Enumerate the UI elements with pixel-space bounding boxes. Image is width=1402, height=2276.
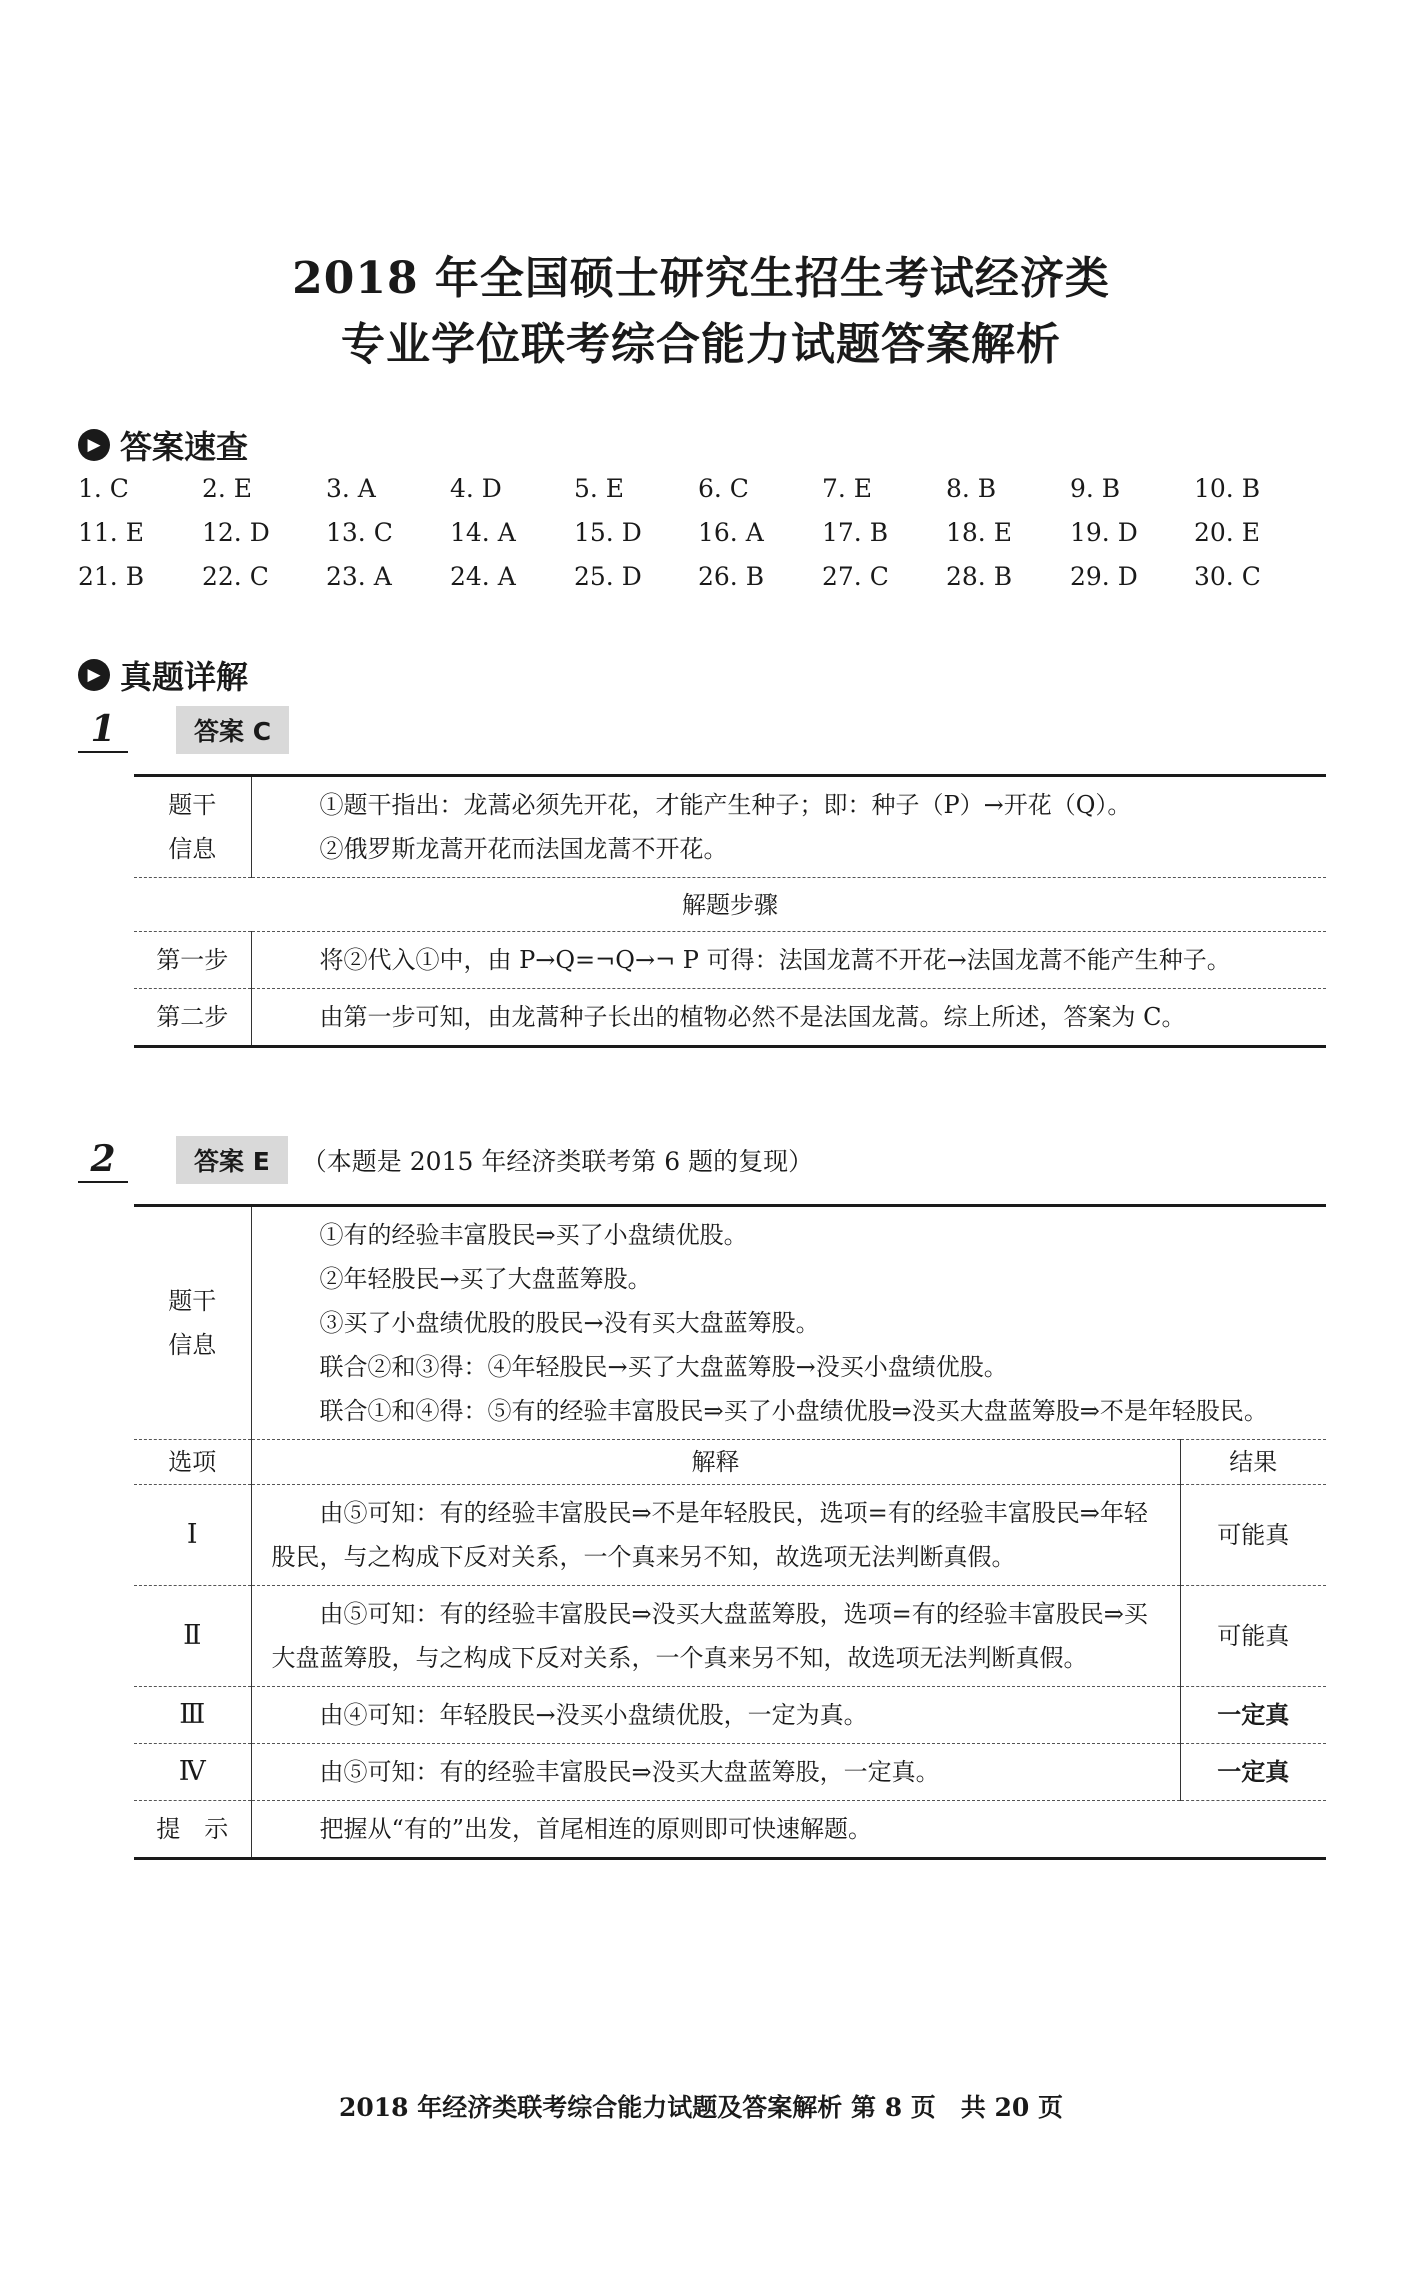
arrow-circle-icon: ▶ <box>78 659 110 691</box>
question-1-table <box>134 774 1326 1048</box>
table-row <box>134 1744 1326 1801</box>
option-result: 可能真 <box>1180 1485 1326 1586</box>
table-row <box>134 1440 1326 1485</box>
answer-item: 26. B <box>698 561 765 591</box>
question-2-table <box>134 1204 1326 1860</box>
page-footer: 2018 年经济类联考综合能力试题及答案解析 第 8 页 共 20 页 <box>339 2093 1063 2122</box>
section-title: 答案速查 <box>120 428 249 466</box>
table-row <box>134 878 1326 932</box>
answer-row <box>78 510 1318 554</box>
option-result: 一定真 <box>1180 1687 1326 1744</box>
column-header-option: 选项 <box>134 1440 251 1485</box>
table-row <box>134 932 1326 989</box>
answer-item: 15. D <box>574 517 642 547</box>
answer-item: 28. B <box>946 561 1013 591</box>
answer-item: 1. C <box>78 473 129 503</box>
table-row <box>134 989 1326 1047</box>
answer-item: 20. E <box>1194 517 1260 547</box>
table-row <box>134 1687 1326 1744</box>
answer-item: 5. E <box>574 473 625 503</box>
answer-item: 25. D <box>574 561 642 591</box>
answer-item: 3. A <box>326 473 376 503</box>
answer-grid <box>78 466 1318 598</box>
answer-item: 4. D <box>450 473 502 503</box>
info-label: 题干 信息 <box>134 1206 251 1440</box>
answer-item: 11. E <box>78 517 144 547</box>
steps-header: 解题步骤 <box>134 878 1326 932</box>
answer-item: 17. B <box>822 517 889 547</box>
option-result: 一定真 <box>1180 1744 1326 1801</box>
question-1-header <box>78 706 289 754</box>
option-result: 可能真 <box>1180 1586 1326 1687</box>
info-content: ①题干指出：龙蒿必须先开花，才能产生种子；即：种子（P）→开花（Q）。 ②俄罗斯龙蒿开花而法国龙蒿不开花。 <box>251 776 1326 878</box>
option-label: Ⅰ <box>134 1485 251 1586</box>
step-content: 将②代入①中，由 P→Q=¬Q→¬ P 可得：法国龙蒿不开花→法国龙蒿不能产生种子。 <box>251 932 1326 989</box>
answer-item: 8. B <box>946 473 997 503</box>
answer-item: 19. D <box>1070 517 1138 547</box>
table-row <box>134 1586 1326 1687</box>
answer-item: 13. C <box>326 517 393 547</box>
answer-item: 16. A <box>698 517 764 547</box>
option-label: Ⅱ <box>134 1586 251 1687</box>
answer-item: 22. C <box>202 561 269 591</box>
answer-item: 24. A <box>450 561 516 591</box>
section-details <box>78 652 248 698</box>
answer-item: 10. B <box>1194 473 1261 503</box>
answer-item: 6. C <box>698 473 749 503</box>
answer-badge: 答案 C <box>176 706 289 754</box>
answer-item: 18. E <box>946 517 1012 547</box>
question-number: 1 <box>78 707 128 753</box>
option-explanation: 由⑤可知：有的经验丰富股民⇒没买大盘蓝筹股，选项=有的经验丰富股民⇒买大盘蓝筹股，与之构成下反对关系，一个真来另不知，故选项无法判断真假。 <box>251 1586 1180 1687</box>
question-2-header <box>78 1136 813 1184</box>
answer-row <box>78 466 1318 510</box>
tip-label: 提 示 <box>134 1801 251 1859</box>
question-number: 2 <box>78 1137 128 1183</box>
tip-content: 把握从“有的”出发，首尾相连的原则即可快速解题。 <box>251 1801 1326 1859</box>
column-header-explain: 解释 <box>251 1440 1180 1485</box>
answer-item: 23. A <box>326 561 392 591</box>
answer-item: 12. D <box>202 517 270 547</box>
answer-item: 29. D <box>1070 561 1138 591</box>
column-header-result: 结果 <box>1180 1440 1326 1485</box>
page-title-line1: 2018 年全国硕士研究生招生考试经济类 <box>292 253 1110 304</box>
section-quick-answers <box>78 422 248 468</box>
answer-item: 14. A <box>450 517 516 547</box>
option-label: Ⅳ <box>134 1744 251 1801</box>
answer-item: 9. B <box>1070 473 1121 503</box>
step-label: 第一步 <box>134 932 251 989</box>
answer-row <box>78 554 1318 598</box>
option-explanation: 由⑤可知：有的经验丰富股民⇒没买大盘蓝筹股，一定真。 <box>251 1744 1180 1801</box>
table-row <box>134 1206 1326 1440</box>
page-title-line2: 专业学位联考综合能力试题答案解析 <box>341 319 1061 370</box>
answer-badge: 答案 E <box>176 1136 288 1184</box>
option-explanation: 由⑤可知：有的经验丰富股民⇒不是年轻股民，选项=有的经验丰富股民⇒年轻股民，与之构成下反对关系，一个真来另不知，故选项无法判断真假。 <box>251 1485 1180 1586</box>
question-note: （本题是 2015 年经济类联考第 6 题的复现） <box>301 1147 814 1176</box>
answer-item: 30. C <box>1194 561 1261 591</box>
table-row <box>134 776 1326 878</box>
step-label: 第二步 <box>134 989 251 1047</box>
table-row <box>134 1801 1326 1859</box>
answer-item: 7. E <box>822 473 873 503</box>
option-label: Ⅲ <box>134 1687 251 1744</box>
option-explanation: 由④可知：年轻股民→没买小盘绩优股，一定为真。 <box>251 1687 1180 1744</box>
info-content: ①有的经验丰富股民⇒买了小盘绩优股。 ②年轻股民→买了大盘蓝筹股。 ③买了小盘绩优股的股民→没有买大盘蓝筹股。 联合②和③得：④年轻股民→买了大盘蓝筹股→没买小盘绩优股。 联合①和④得：⑤有的经验丰富股民⇒买了小盘绩优股⇒没买大盘蓝筹股⇒不是年轻股民。 <box>251 1206 1326 1440</box>
step-content: 由第一步可知，由龙蒿种子长出的植物必然不是法国龙蒿。综上所述，答案为 C。 <box>251 989 1326 1047</box>
answer-item: 2. E <box>202 473 253 503</box>
info-label: 题干 信息 <box>134 776 251 878</box>
arrow-circle-icon: ▶ <box>78 429 110 461</box>
table-row <box>134 1485 1326 1586</box>
answer-item: 27. C <box>822 561 889 591</box>
answer-item: 21. B <box>78 561 145 591</box>
section-title: 真题详解 <box>120 658 249 696</box>
